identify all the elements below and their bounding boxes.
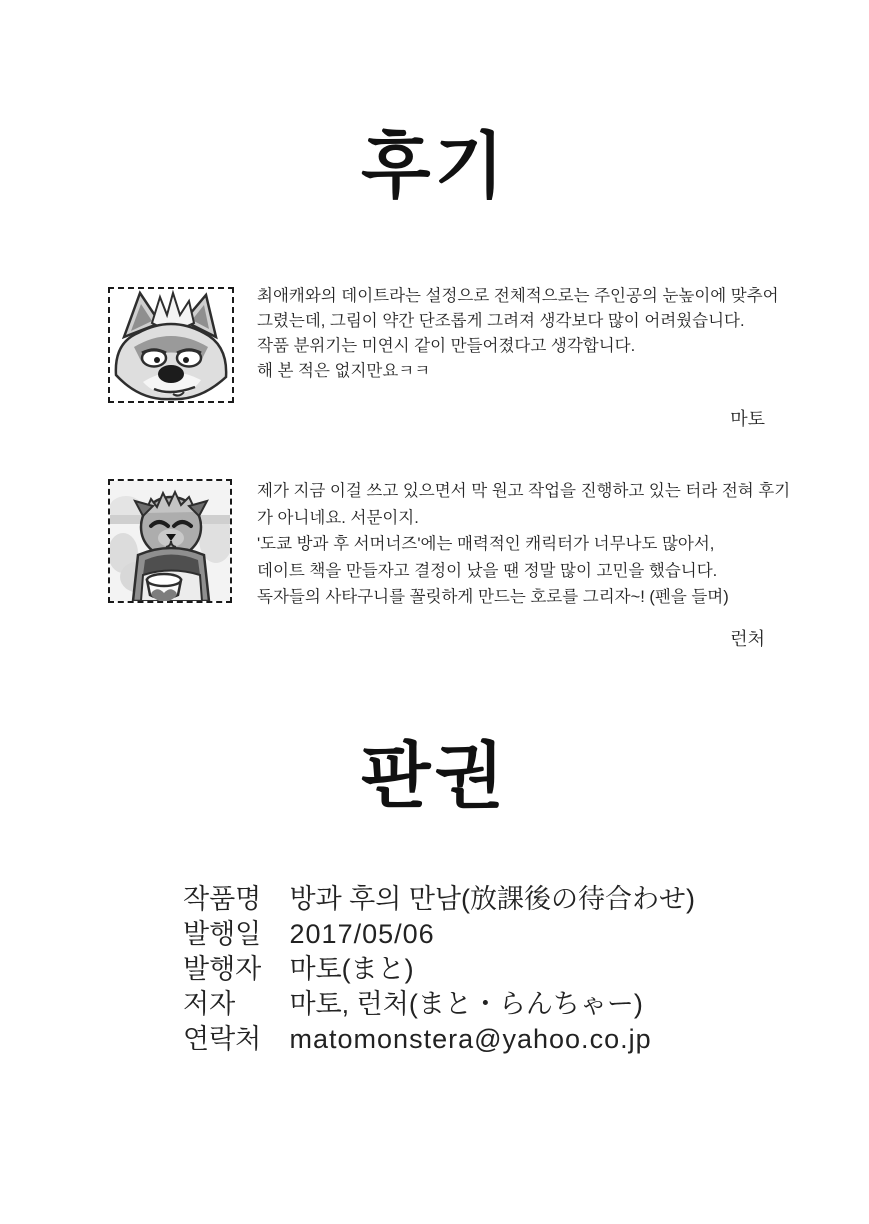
afterword-line: 독자들의 사타구니를 꼴릿하게 만드는 호로를 그리자~! (펜을 들며) bbox=[257, 588, 729, 606]
colophon-row bbox=[183, 988, 695, 1023]
colophon-row bbox=[183, 918, 695, 953]
colophon-value-publisher: 마토(まと) bbox=[289, 954, 414, 984]
colophon-value-publish-date: 2017/05/06 bbox=[289, 919, 435, 949]
afterword-entry-text bbox=[257, 284, 797, 384]
afterword-line: '도쿄 방과 후 서머너즈'에는 매력적인 캐릭터가 너무나도 많아서, bbox=[257, 535, 715, 553]
afterword-line: 제가 지금 이걸 쓰고 있으면서 막 원고 작업을 진행하고 있는 터라 전혀 후기 bbox=[257, 482, 791, 500]
illustration-frame bbox=[108, 479, 232, 603]
colophon-value-title: 방과 후의 만남(放課後の待合わせ) bbox=[289, 884, 695, 914]
dog-character-teacup-illustration bbox=[110, 481, 230, 601]
colophon-row bbox=[183, 953, 695, 988]
author-signature: 마토 bbox=[730, 409, 765, 429]
colophon-label-title: 작품명 bbox=[183, 884, 262, 914]
afterword-line: 최애캐와의 데이트라는 설정으로 전체적으로는 주인공의 눈높이에 맞추어 bbox=[257, 287, 779, 305]
afterword-title: 후기 bbox=[360, 127, 509, 207]
afterword-line: 데이트 책을 만들자고 결정이 났을 땐 정말 많이 고민을 했습니다. bbox=[257, 561, 718, 580]
afterword-line: 그렸는데, 그림이 약간 단조롭게 그려져 생각보다 많이 어려웠습니다. bbox=[257, 312, 745, 330]
author-signature: 런처 bbox=[730, 629, 765, 649]
afterword-entry-text bbox=[257, 478, 797, 611]
colophon-label-publish-date: 발행일 bbox=[183, 919, 262, 949]
colophon-label-publisher: 발행자 bbox=[183, 954, 262, 984]
afterword-line: 가 아니네요. 서문이지. bbox=[257, 508, 419, 527]
afterword-line: 작품 분위기는 미연시 같이 만들어졌다고 생각합니다. bbox=[257, 337, 636, 355]
colophon-table bbox=[183, 883, 695, 1058]
illustration-frame bbox=[108, 287, 234, 403]
colophon-value-authors: 마토, 런처(まと・らんちゃー) bbox=[289, 989, 643, 1019]
colophon-label-authors: 저자 bbox=[183, 989, 236, 1019]
colophon-row bbox=[183, 1023, 695, 1058]
colophon-row bbox=[183, 883, 695, 918]
colophon-value-contact-email: matomonstera@yahoo.co.jp bbox=[289, 1024, 652, 1054]
wolf-character-illustration bbox=[110, 289, 232, 401]
colophon-title: 판권 bbox=[360, 737, 509, 817]
colophon-label-contact: 연락처 bbox=[183, 1024, 262, 1054]
afterword-line: 해 본 적은 없지만요ㅋㅋ bbox=[257, 362, 431, 380]
